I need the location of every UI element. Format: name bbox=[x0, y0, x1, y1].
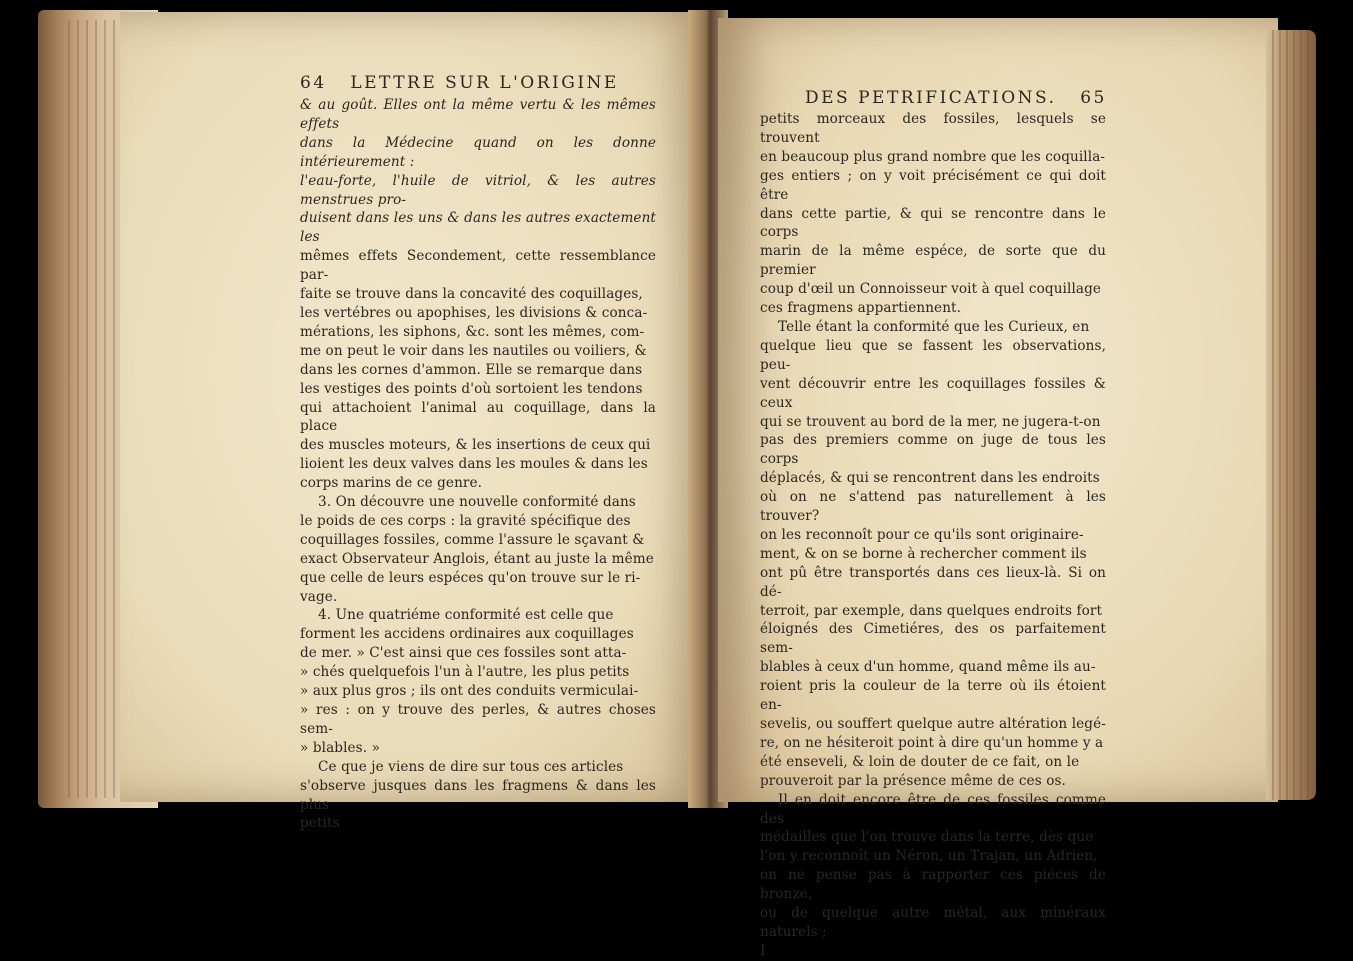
text-line: marin de la même espéce, de sorte que du premier bbox=[760, 243, 1106, 279]
text-line: que celle de leurs espéces qu'on trouve sur le ri- bbox=[300, 569, 641, 586]
text-line: on les reconnoît pour ce qu'ils sont originaire- bbox=[760, 526, 1084, 543]
signature-mark: I bbox=[760, 942, 766, 959]
right-running-head: DES PETRIFICATIONS. bbox=[805, 88, 1057, 108]
text-line: sevelis, ou souffert quelque autre altération legé- bbox=[760, 716, 1106, 732]
left-body bbox=[300, 96, 656, 833]
text-line: pas des premiers comme on juge de tous les corps bbox=[760, 432, 1106, 468]
text-line: ont pû être transportés dans ces lieux-là. Si on dé- bbox=[760, 564, 1106, 600]
text-line: qui attachoient l'animal au coquillage, dans la place bbox=[300, 399, 656, 435]
catchword: petits bbox=[300, 815, 340, 832]
text-line: » chés quelquefois l'un à l'autre, les plus petits bbox=[300, 664, 630, 681]
text-line: les vertébres ou apophises, les divisions & conca- bbox=[300, 304, 648, 321]
text-line: » blables. » bbox=[300, 739, 381, 756]
text-line: des muscles moteurs, & les insertions de ceux qui bbox=[300, 437, 651, 454]
text-line: on ne pense pas à rapporter ces piéces de bronze, bbox=[760, 867, 1106, 903]
text-line: s'observe jusques dans les fragmens & dans les plus bbox=[300, 777, 656, 813]
text-line: mêmes effets Secondement, cette ressemblance par- bbox=[300, 248, 656, 284]
text-line: déplacés, & qui se rencontrent dans les endroits bbox=[760, 470, 1100, 487]
text-line: duisent dans les uns & dans les autres exactement les bbox=[300, 210, 656, 246]
text-line: petits morceaux des fossiles, lesquels se trouvent bbox=[760, 111, 1106, 146]
text-line: ou de quelque autre métal, aux minéraux naturels ; bbox=[760, 905, 1106, 940]
text-line: de mer. » C'est ainsi que ces fossiles sont atta- bbox=[300, 645, 627, 662]
left-page-number: 64 bbox=[300, 73, 327, 93]
text-line: corps marins de ce genre. bbox=[300, 475, 483, 492]
text-line: le poids de ces corps : la gravité spécifique des bbox=[300, 512, 631, 529]
text-line: éloignés des Cimetiéres, des os parfaitement sem- bbox=[760, 621, 1106, 657]
text-line: quelque lieu que se fassent les observations, peu- bbox=[760, 337, 1106, 373]
text-line: coup d'œil un Connoisseur voit à quel coquillage bbox=[760, 281, 1102, 298]
text-line: les vestiges des points d'où sortoient les tendons bbox=[300, 380, 643, 397]
text-line: faite se trouve dans la concavité des coquillages, bbox=[300, 286, 643, 303]
text-line: dans la Médecine quand on les donne intérieurement : bbox=[300, 134, 656, 170]
right-page-number: 65 bbox=[1080, 88, 1107, 108]
text-line: ges entiers ; on y voit précisément ce qui doit être bbox=[760, 167, 1106, 203]
text-line: vent découvrir entre les coquillages fossiles & ceux bbox=[760, 375, 1106, 411]
text-line: ces fragmens appartiennent. bbox=[760, 300, 962, 317]
text-line: exact Observateur Anglois, étant au juste la même bbox=[300, 550, 654, 567]
left-header bbox=[300, 72, 619, 94]
left-running-head: LETTRE SUR L'ORIGINE bbox=[350, 73, 619, 93]
text-line: médailles que l'on trouve dans la terre, dès que bbox=[760, 829, 1094, 846]
text-line: terroit, par exemple, dans quelques endroits fort bbox=[760, 602, 1103, 619]
text-line: 3. On découvre une nouvelle conformité dans bbox=[318, 494, 636, 511]
text-line: re, on ne hésiteroit point à dire qu'un homme y a bbox=[760, 734, 1104, 751]
text-line: mérations, les siphons, &c. sont les mêmes, com- bbox=[300, 323, 645, 340]
text-line: » res : on y trouve des perles, & autres choses sem- bbox=[300, 702, 656, 737]
right-page-edges bbox=[1266, 30, 1316, 800]
text-line: roient pris la couleur de la terre où ils étoient en- bbox=[760, 678, 1106, 714]
text-line: Ce que je viens de dire sur tous ces articles bbox=[318, 758, 624, 775]
text-line: blables à ceux d'un homme, quand même ils au- bbox=[760, 659, 1096, 676]
text-line: vage. bbox=[300, 588, 338, 605]
text-line: dans les cornes d'ammon. Elle se remarque dans bbox=[300, 361, 643, 378]
text-line: Telle étant la conformité que les Curieux, en bbox=[778, 318, 1090, 335]
right-header bbox=[805, 87, 1107, 109]
text-line: 4. Une quatriéme conformité est celle que bbox=[318, 607, 614, 624]
text-line: & au goût. Elles ont la même vertu & les mêmes effets bbox=[300, 97, 656, 132]
text-line: l'eau-forte, l'huile de vitriol, & les autres menstrues pro- bbox=[300, 172, 656, 208]
text-line: qui se trouvent au bord de la mer, ne jugera-t-on bbox=[760, 413, 1101, 430]
text-line: forment les accidens ordinaires aux coquillages bbox=[300, 626, 634, 643]
right-body bbox=[760, 110, 1106, 961]
text-line: prouveroit par la présence même de ces os. bbox=[760, 772, 1066, 789]
text-line: en beaucoup plus grand nombre que les coquilla- bbox=[760, 148, 1106, 165]
text-line: » aux plus gros ; ils ont des conduits vermiculai- bbox=[300, 683, 639, 700]
text-line: dans cette partie, & qui se rencontre dans le corps bbox=[760, 205, 1106, 241]
text-line: où on ne s'attend pas naturellement à les trouver? bbox=[760, 489, 1106, 525]
text-line: coquillages fossiles, comme l'assure le sçavant & bbox=[300, 531, 645, 548]
text-line: me on peut le voir dans les nautiles ou voiliers, & bbox=[300, 342, 647, 359]
text-line: ment, & on se borne à rechercher comment ils bbox=[760, 545, 1087, 562]
open-book bbox=[38, 10, 1316, 808]
text-line: l'on y reconnoît un Néron, un Trajan, un Adrien, bbox=[760, 848, 1098, 865]
text-line: Il en doit encore être de ces fossiles comme des bbox=[760, 791, 1106, 827]
text-line: été enseveli, & loin de douter de ce fait, on le bbox=[760, 753, 1080, 770]
text-line: lioient les deux valves dans les moules & dans les bbox=[300, 456, 648, 473]
